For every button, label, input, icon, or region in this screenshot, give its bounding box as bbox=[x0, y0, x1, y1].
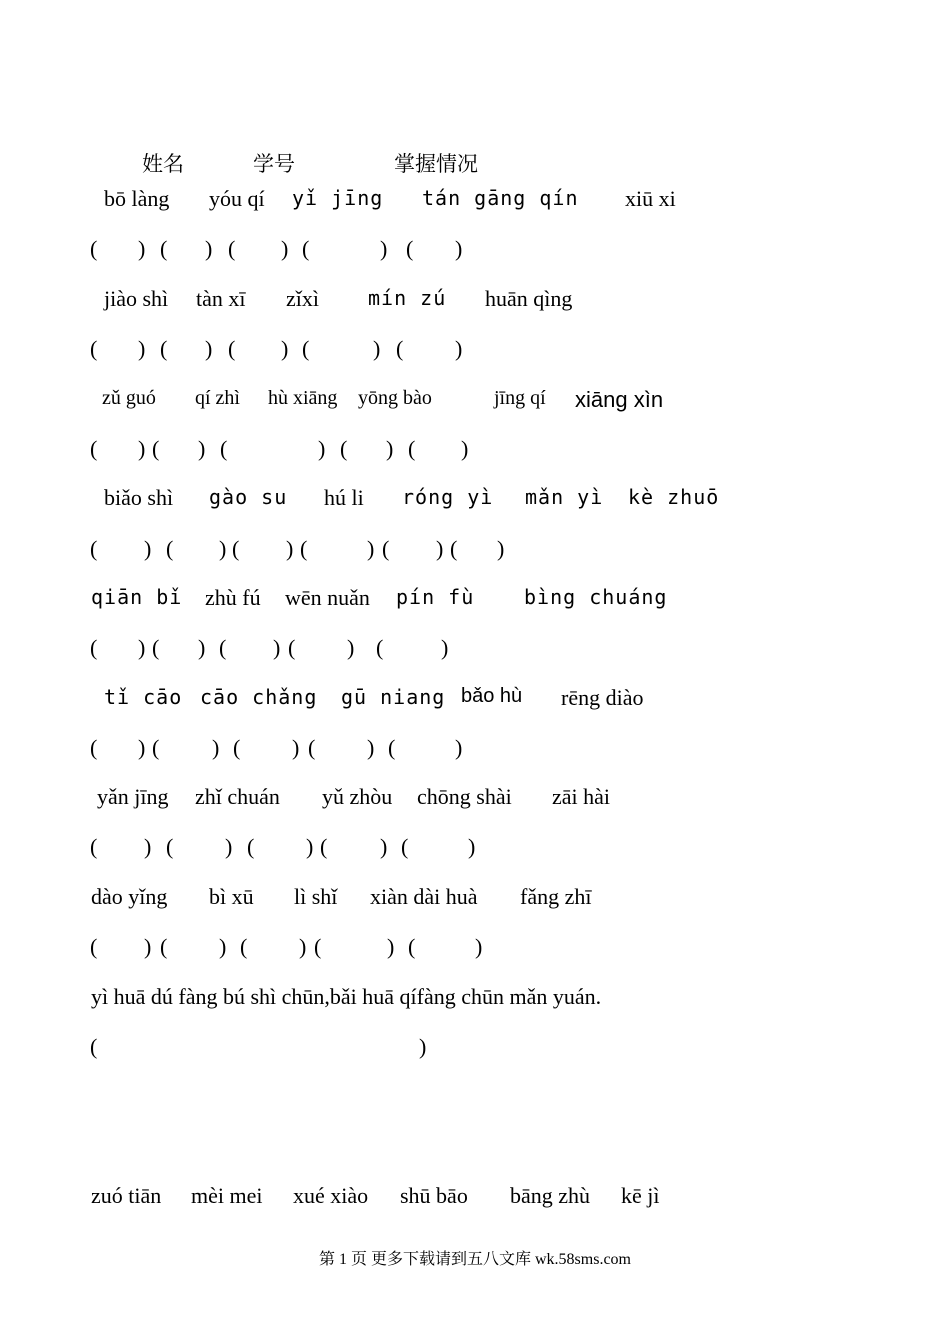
close-paren: ) bbox=[138, 735, 146, 760]
close-paren: ) bbox=[475, 934, 483, 959]
open-paren: ( bbox=[233, 735, 241, 760]
open-paren: ( bbox=[90, 536, 98, 561]
close-paren: ) bbox=[138, 336, 146, 361]
open-paren: ( bbox=[382, 536, 390, 561]
open-paren: ( bbox=[90, 236, 98, 261]
pinyin-word: rēng diào bbox=[561, 685, 644, 710]
pinyin-word: mèi mei bbox=[191, 1183, 263, 1208]
open-paren: ( bbox=[240, 934, 248, 959]
open-paren: ( bbox=[90, 436, 98, 461]
pinyin-word: kē jì bbox=[621, 1183, 660, 1208]
open-paren: ( bbox=[396, 336, 404, 361]
open-paren: ( bbox=[302, 336, 310, 361]
pinyin-word: shū bāo bbox=[400, 1183, 468, 1208]
pinyin-row-7 bbox=[0, 784, 950, 824]
pinyin-word: chōng shài bbox=[417, 784, 512, 809]
pinyin-word: xiū xi bbox=[625, 186, 676, 211]
open-paren: ( bbox=[219, 635, 227, 660]
open-paren: ( bbox=[152, 735, 160, 760]
close-paren: ) bbox=[138, 436, 146, 461]
pinyin-row-6 bbox=[0, 685, 950, 725]
open-paren: ( bbox=[166, 834, 174, 859]
close-paren: ) bbox=[144, 536, 152, 561]
pinyin-word: lì shǐ bbox=[294, 884, 338, 909]
open-paren: ( bbox=[300, 536, 308, 561]
open-paren: ( bbox=[228, 336, 236, 361]
close-paren: ) bbox=[468, 834, 476, 859]
pinyin-word: bāng zhù bbox=[510, 1183, 591, 1208]
open-paren: ( bbox=[408, 436, 416, 461]
close-paren: ) bbox=[380, 236, 388, 261]
pinyin-row-2 bbox=[0, 286, 950, 326]
close-paren: ) bbox=[138, 236, 146, 261]
open-paren: ( bbox=[90, 1034, 98, 1059]
open-paren: ( bbox=[247, 834, 255, 859]
close-paren: ) bbox=[306, 834, 314, 859]
pinyin-word: bō làng bbox=[104, 186, 170, 211]
open-paren: ( bbox=[166, 536, 174, 561]
pinyin-word: bǎo hù bbox=[461, 685, 523, 707]
open-paren: ( bbox=[408, 934, 416, 959]
open-paren: ( bbox=[314, 934, 322, 959]
pinyin-row-3 bbox=[0, 387, 950, 427]
answer-row-2 bbox=[0, 336, 950, 376]
close-paren: ) bbox=[299, 934, 307, 959]
close-paren: ) bbox=[292, 735, 300, 760]
answer-row-8 bbox=[0, 934, 950, 974]
open-paren: ( bbox=[220, 436, 228, 461]
pinyin-word: pín fù bbox=[396, 585, 475, 609]
open-paren: ( bbox=[302, 236, 310, 261]
pinyin-word: zhù fú bbox=[205, 585, 261, 610]
close-paren: ) bbox=[373, 336, 381, 361]
pinyin-word: yǐ jīng bbox=[292, 186, 384, 210]
open-paren: ( bbox=[232, 536, 240, 561]
open-paren: ( bbox=[340, 436, 348, 461]
pinyin-row-5 bbox=[0, 585, 950, 625]
close-paren: ) bbox=[455, 336, 463, 361]
pinyin-word: bìng chuáng bbox=[524, 585, 668, 609]
answer-row-5 bbox=[0, 635, 950, 675]
pinyin-word: zuó tiān bbox=[91, 1183, 162, 1208]
mastery-label: 掌握情况 bbox=[394, 152, 478, 176]
page-footer: 第 1 页 更多下载请到五八文库 wk.58sms.com bbox=[318, 1251, 631, 1268]
pinyin-word: hú li bbox=[324, 485, 364, 510]
pinyin-word: tǐ cāo bbox=[104, 685, 183, 709]
answer-row-6 bbox=[0, 735, 950, 775]
pinyin-word: wēn nuǎn bbox=[285, 585, 370, 610]
answer-row-7 bbox=[0, 834, 950, 874]
pinyin-row-1 bbox=[0, 186, 950, 226]
pinyin-word: kè zhuō bbox=[628, 485, 720, 509]
student-number-label: 学号 bbox=[253, 152, 295, 176]
pinyin-sentence: yì huā dú fàng bú shì chūn,bǎi huā qífàng chūn mǎn yuán. bbox=[91, 984, 602, 1009]
pinyin-word: yóu qí bbox=[209, 186, 265, 211]
close-paren: ) bbox=[138, 635, 146, 660]
close-paren: ) bbox=[441, 635, 449, 660]
close-paren: ) bbox=[198, 635, 206, 660]
close-paren: ) bbox=[455, 735, 463, 760]
pinyin-word: dào yǐng bbox=[91, 884, 168, 909]
pinyin-word: bì xū bbox=[209, 884, 254, 909]
pinyin-word: xiàn dài huà bbox=[370, 884, 478, 909]
close-paren: ) bbox=[273, 635, 281, 660]
close-paren: ) bbox=[225, 834, 233, 859]
close-paren: ) bbox=[367, 536, 375, 561]
close-paren: ) bbox=[347, 635, 355, 660]
close-paren: ) bbox=[144, 834, 152, 859]
close-paren: ) bbox=[419, 1034, 427, 1059]
open-paren: ( bbox=[308, 735, 316, 760]
open-paren: ( bbox=[376, 635, 384, 660]
pinyin-row-4 bbox=[0, 485, 950, 525]
close-paren: ) bbox=[281, 236, 289, 261]
open-paren: ( bbox=[90, 735, 98, 760]
close-paren: ) bbox=[281, 336, 289, 361]
close-paren: ) bbox=[318, 436, 326, 461]
open-paren: ( bbox=[152, 635, 160, 660]
close-paren: ) bbox=[144, 934, 152, 959]
answer-row-3 bbox=[0, 436, 950, 476]
close-paren: ) bbox=[386, 436, 394, 461]
close-paren: ) bbox=[367, 735, 375, 760]
pinyin-word: huān qìng bbox=[485, 286, 573, 311]
open-paren: ( bbox=[406, 236, 414, 261]
answer-row-sentence bbox=[0, 1034, 950, 1074]
close-paren: ) bbox=[461, 436, 469, 461]
pinyin-word: qiān bǐ bbox=[91, 585, 183, 609]
open-paren: ( bbox=[160, 336, 168, 361]
close-paren: ) bbox=[497, 536, 505, 561]
close-paren: ) bbox=[436, 536, 444, 561]
pinyin-word: tán gāng qín bbox=[422, 186, 579, 210]
pinyin-word: yǔ zhòu bbox=[322, 784, 393, 809]
pinyin-word: xiāng xìn bbox=[575, 387, 664, 412]
open-paren: ( bbox=[288, 635, 296, 660]
open-paren: ( bbox=[320, 834, 328, 859]
open-paren: ( bbox=[401, 834, 409, 859]
pinyin-word: biǎo shì bbox=[104, 485, 174, 510]
open-paren: ( bbox=[388, 735, 396, 760]
close-paren: ) bbox=[205, 236, 213, 261]
close-paren: ) bbox=[380, 834, 388, 859]
pinyin-word: gū niang bbox=[341, 685, 446, 709]
close-paren: ) bbox=[219, 536, 227, 561]
close-paren: ) bbox=[198, 436, 206, 461]
pinyin-word: mǎn yì bbox=[525, 485, 604, 509]
pinyin-word: zāi hài bbox=[552, 784, 611, 809]
open-paren: ( bbox=[90, 336, 98, 361]
open-paren: ( bbox=[160, 236, 168, 261]
pinyin-word: yǎn jīng bbox=[97, 784, 169, 809]
pinyin-word: tàn xī bbox=[196, 286, 246, 311]
pinyin-row-8 bbox=[0, 884, 950, 924]
close-paren: ) bbox=[219, 934, 227, 959]
pinyin-sentence-row bbox=[0, 984, 950, 1024]
name-label: 姓名 bbox=[142, 152, 184, 176]
pinyin-word: fǎng zhī bbox=[520, 884, 592, 909]
open-paren: ( bbox=[228, 236, 236, 261]
open-paren: ( bbox=[160, 934, 168, 959]
open-paren: ( bbox=[90, 635, 98, 660]
pinyin-word: mín zú bbox=[368, 286, 447, 310]
pinyin-word: jiào shì bbox=[104, 286, 169, 311]
close-paren: ) bbox=[455, 236, 463, 261]
pinyin-word: zhǐ chuán bbox=[195, 784, 280, 809]
pinyin-word: xué xiào bbox=[293, 1183, 369, 1208]
pinyin-word: róng yì bbox=[402, 485, 494, 509]
open-paren: ( bbox=[450, 536, 458, 561]
open-paren: ( bbox=[90, 934, 98, 959]
open-paren: ( bbox=[90, 834, 98, 859]
pinyin-word: gào su bbox=[209, 485, 288, 509]
answer-row-4 bbox=[0, 536, 950, 576]
close-paren: ) bbox=[387, 934, 395, 959]
close-paren: ) bbox=[205, 336, 213, 361]
pinyin-word: jīng qí bbox=[494, 387, 546, 409]
open-paren: ( bbox=[152, 436, 160, 461]
pinyin-row-9 bbox=[0, 1183, 950, 1223]
answer-row-1 bbox=[0, 236, 950, 276]
pinyin-word: zǐxì bbox=[286, 286, 319, 311]
pinyin-word: qí zhì bbox=[195, 387, 240, 409]
close-paren: ) bbox=[286, 536, 294, 561]
close-paren: ) bbox=[212, 735, 220, 760]
pinyin-word: zǔ guó bbox=[102, 387, 156, 409]
pinyin-word: yōng bào bbox=[358, 387, 432, 409]
pinyin-word: hù xiāng bbox=[268, 387, 338, 409]
pinyin-word: cāo chǎng bbox=[200, 685, 318, 709]
